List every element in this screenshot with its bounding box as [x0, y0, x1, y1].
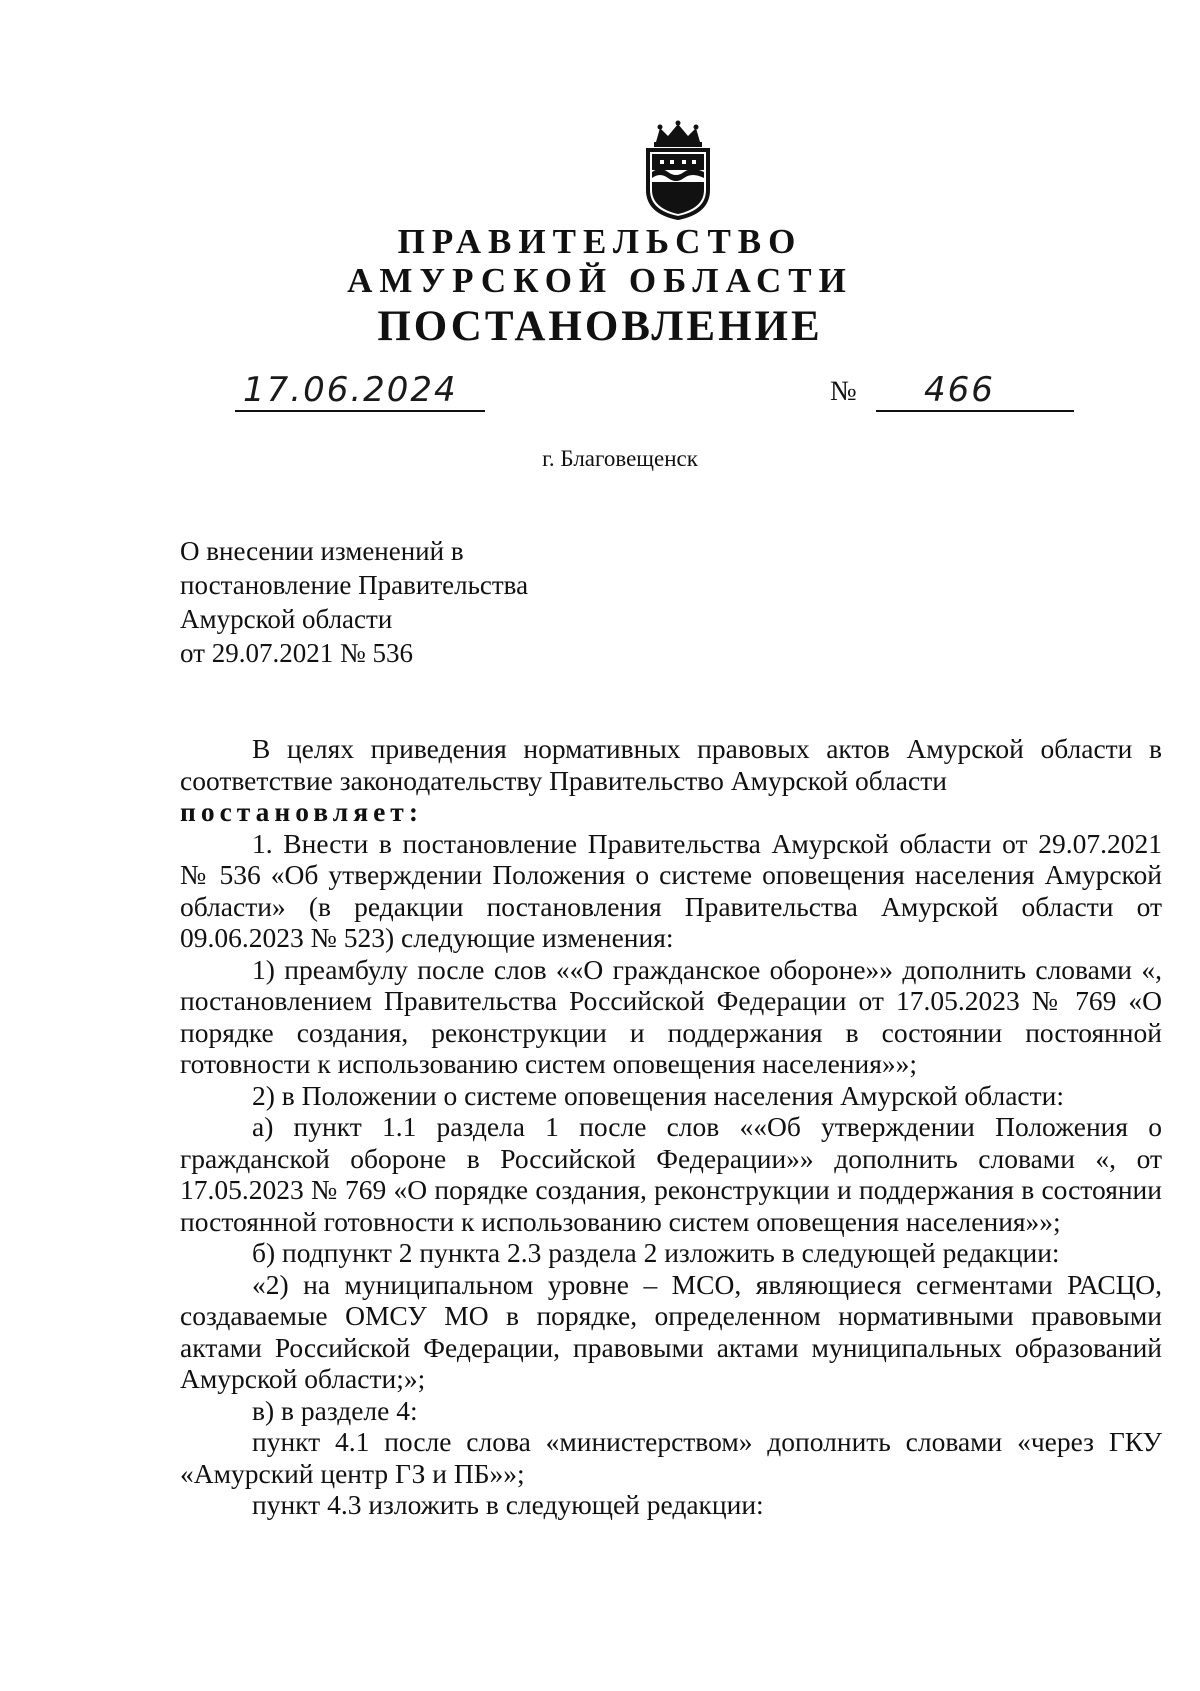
subject-line: постановление Правительства [180, 570, 529, 600]
document-subject [180, 534, 780, 670]
body-paragraph: б) подпункт 2 пункта 2.3 раздела 2 изложить в следующей редакции: [252, 1237, 1060, 1268]
subject-line: Амурской области [180, 604, 393, 634]
preamble-paragraph: В целях приведения нормативных правовых актов Амурской области в соответствие законодательству Правительство Амурской области [180, 733, 1162, 796]
city-label: г. Благовещенск [542, 446, 698, 471]
government-title: ПРАВИТЕЛЬСТВО [397, 222, 803, 261]
body-paragraph: пункт 4.1 после слова «министерством» дополнить словами «через ГКУ «Амурский центр ГЗ и ПБ»»; [180, 1426, 1162, 1489]
region-title: АМУРСКОЙ ОБЛАСТИ [347, 261, 853, 300]
subject-line: от 29.07.2021 № 536 [180, 638, 413, 668]
body-paragraph: 1) преамбулу после слов ««О гражданское обороне»» дополнить словами «, постановлением Правительства Российской Федерации от 17.05.2023 № 769 «О порядке создания, реконструкции и поддержания в состоянии постоянной готовности к использованию систем оповещения населения»»; [180, 953, 1162, 1079]
body-paragraph: 1. Внести в постановление Правительства Амурской области от 29.07.2021 № 536 «Об утверждении Положения о системе оповещения населения Амурской области» (в редакции постановления Правительства Амурской области от 09.06.2023 № 523) следующие изменения: [180, 827, 1162, 953]
subject-line: О внесении изменений в [180, 536, 464, 566]
body-paragraph: «2) на муниципальном уровне – МСО, являющиеся сегментами РАСЦО, создаваемые ОМСУ МО в порядке, определенном нормативными правовыми актами Российской Федерации, правовыми актами муниципальных образований Амурской области;»; [180, 1268, 1162, 1394]
date-field [235, 366, 485, 412]
number-field [876, 366, 1074, 412]
handwritten-date: 17.06.2024 [243, 370, 458, 410]
body-paragraph: пункт 4.3 изложить в следующей редакции: [252, 1489, 764, 1520]
coat-of-arms-icon [638, 120, 718, 220]
document-type: ПОСТАНОВЛЕНИЕ [377, 303, 823, 350]
body-paragraph: в) в разделе 4: [252, 1394, 418, 1426]
number-sign: № [830, 376, 857, 407]
document-body [180, 733, 1162, 1521]
handwritten-number: 466 [924, 370, 995, 410]
body-paragraph: 2) в Положении о системе оповещения населения Амурской области: [252, 1079, 1064, 1111]
decision-keyword: постановляет: [180, 796, 423, 827]
body-paragraph: а) пункт 1.1 раздела 1 после слов ««Об утверждении Положения о гражданской обороне в Российской Федерации»» дополнить словами «, от 17.05.2023 № 769 «О порядке создания, реконструкции и поддержания в состоянии постоянной готовности к использованию систем оповещения населения»»; [180, 1111, 1162, 1237]
